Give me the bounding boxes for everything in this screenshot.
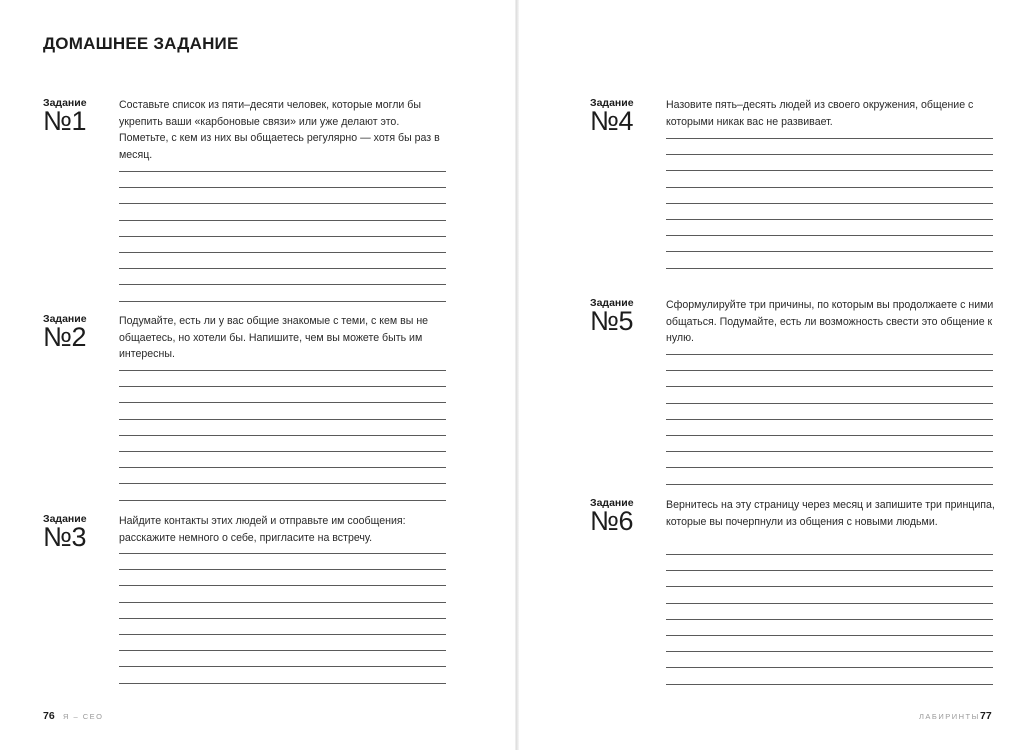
answer-line (666, 467, 993, 468)
task-label: Задание (43, 313, 87, 325)
answer-line (666, 684, 993, 685)
task-text: Подумайте, есть ли у вас общие знакомые с теми, с кем вы не общаетесь, но хотели бы. Напишите, чем вы можете быть им интересны. (119, 315, 429, 360)
answer-line (119, 666, 446, 667)
answer-line (666, 667, 993, 668)
answer-line (119, 634, 446, 635)
answer-line (119, 220, 446, 221)
answer-line (119, 252, 446, 253)
answer-line (119, 585, 446, 586)
answer-line (666, 451, 993, 452)
task-number: №3 (43, 522, 86, 552)
answer-line (666, 386, 993, 387)
task-label: Задание (43, 97, 87, 109)
answer-line (666, 354, 993, 355)
page-heading: ДОМАШНЕЕ ЗАДАНИЕ (43, 34, 239, 53)
answer-line (119, 236, 446, 237)
answer-line (666, 435, 993, 436)
answer-line (119, 618, 446, 619)
answer-line (666, 635, 993, 636)
answer-line (666, 603, 993, 604)
task-text: Составьте список из пяти–десяти человек, которые могли бы укрепить ваши «карбоновые связи» или уже делают это. Пометьте, с кем из них вы общаетесь регулярно — хотя бы раз в месяц. (119, 99, 440, 161)
answer-line (666, 370, 993, 371)
answer-line (119, 284, 446, 285)
answer-line (119, 171, 446, 172)
task-label: Задание (43, 513, 87, 525)
task-text: Вернитесь на эту страницу через месяц и запишите три принципа, которые вы почерпнули из общения с новыми людьми. (666, 499, 995, 528)
answer-line (666, 419, 993, 420)
answer-line (666, 268, 993, 269)
task-number: №5 (590, 306, 633, 336)
answer-line (119, 602, 446, 603)
answer-line (666, 619, 993, 620)
answer-line (119, 370, 446, 371)
answer-line (119, 467, 446, 468)
answer-line (119, 187, 446, 188)
answer-line (666, 403, 993, 404)
answer-line (666, 251, 993, 252)
answer-line (666, 651, 993, 652)
answer-line (666, 586, 993, 587)
task-text: Назовите пять–десять людей из своего окружения, общение с которыми никак вас не развивает. (666, 99, 974, 128)
answer-line (666, 170, 993, 171)
task-label: Задание (590, 297, 634, 309)
answer-line (119, 435, 446, 436)
answer-line (119, 569, 446, 570)
answer-line (666, 138, 993, 139)
answer-line (119, 683, 446, 684)
task-number: №2 (43, 322, 86, 352)
answer-line (666, 154, 993, 155)
left-page (0, 0, 517, 750)
answer-line (666, 235, 993, 236)
answer-line (119, 500, 446, 501)
running-title: ЛАБИРИНТЫ (919, 712, 980, 721)
answer-line (119, 301, 446, 302)
answer-line (119, 650, 446, 651)
answer-line (666, 484, 993, 485)
task-number: №4 (590, 106, 633, 136)
answer-line (119, 203, 446, 204)
task-text: Найдите контакты этих людей и отправьте им сообщения: расскажите немного о себе, пригласите на встречу. (119, 515, 406, 544)
answer-line (119, 483, 446, 484)
answer-line (119, 419, 446, 420)
task-number: №1 (43, 106, 86, 136)
task-label: Задание (590, 497, 634, 509)
running-title: Я – CEO (63, 712, 104, 721)
answer-line (119, 386, 446, 387)
task-label: Задание (590, 97, 634, 109)
task-text: Сформулируйте три причины, по которым вы продолжаете с ними общаться. Подумайте, есть ли возможность свести это общение к нулю. (666, 299, 994, 344)
answer-line (666, 570, 993, 571)
page-number: 76 (43, 710, 55, 722)
answer-line (666, 187, 993, 188)
answer-line (119, 402, 446, 403)
answer-line (666, 219, 993, 220)
answer-line (119, 553, 446, 554)
page-number: 77 (980, 710, 992, 722)
answer-line (666, 554, 993, 555)
answer-line (666, 203, 993, 204)
right-page (519, 0, 1035, 750)
answer-line (119, 268, 446, 269)
task-number: №6 (590, 506, 633, 536)
answer-line (119, 451, 446, 452)
